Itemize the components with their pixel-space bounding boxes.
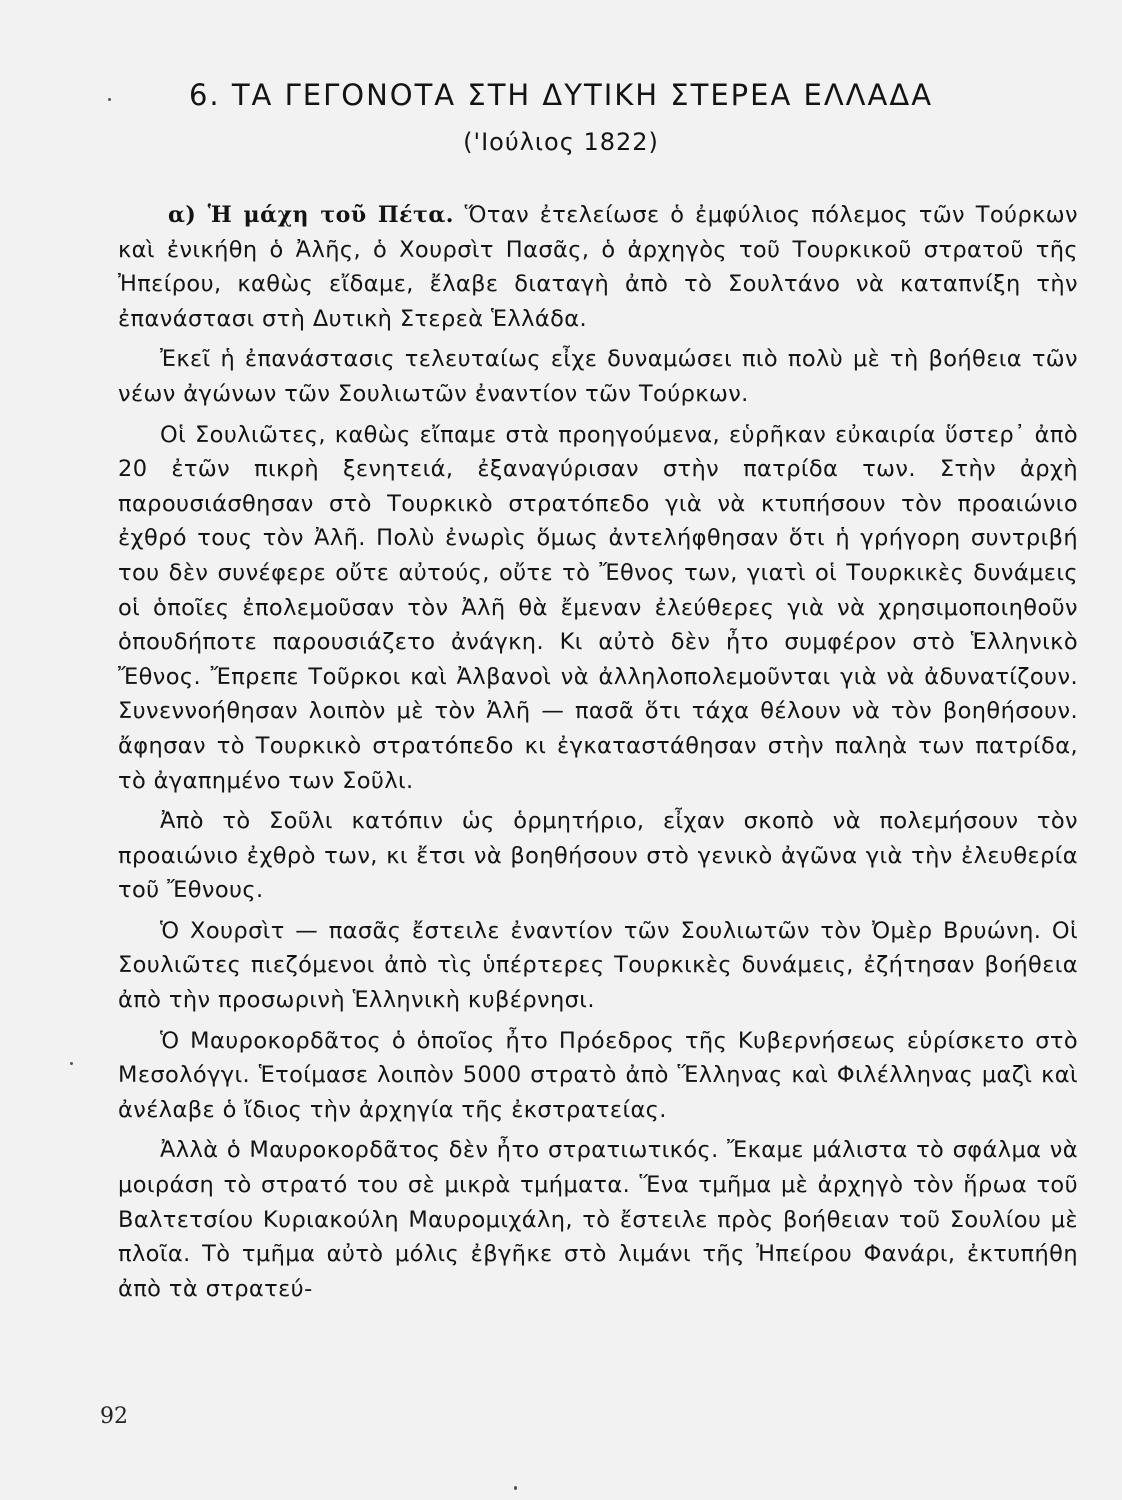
page-number: 92: [100, 1404, 128, 1429]
paragraph-3: Οἱ Σουλιῶτες, καθὼς εἴπαμε στὰ προηγούμενα, εὑρῆκαν εὐκαιρία ὕστερ᾽ ἀπὸ 20 ἐτῶν πικρὴ ξενητειά, ἐξαναγύρισαν στὴν πατρίδα των. Στὴν ἀρχὴ παρουσιάσθησαν στὸ Τουρκικὸ στρατόπεδο γιὰ νὰ κτυπήσουν τὸν προαιώνιο ἐχθρό τους τὸν Ἀλῆ. Πολὺ ἐνωρὶς ὅμως ἀντελήφθησαν ὅτι ἡ γρήγορη συντριβή του δὲν συνέφερε οὔτε αὐτούς, οὔτε τὸ Ἔθνος των, γιατὶ οἱ Τουρκικὲς δυνάμεις οἱ ὁποῖες ἐπολεμοῦσαν τὸν Ἀλῆ θὰ ἔμεναν ἐλεύθερες γιὰ νὰ χρησιμοποιηθοῦν ὁπουδήποτε παρουσιάζετο ἀνάγκη. Κι αὐτὸ δὲν ἦτο συμφέρον στὸ Ἑλληνικὸ Ἔθνος. Ἔπρεπε Τοῦρκοι καὶ Ἀλβανοὶ νὰ ἀλληλοπολεμοῦνται γιὰ νὰ ἀδυνατίζουν. Συνεννοήθησαν λοιπὸν μὲ τὸν Ἀλῆ — πασᾶ ὅτι τάχα θέλουν νὰ τὸν βοηθήσουν. ἄφησαν τὸ Τουρκικὸ στρατόπεδο κι ἐγκαταστάθησαν στὴν παληὰ των πατρίδα, τὸ ἀγαπημένο των Σοῦλι.: [118, 421, 1078, 794]
paper-speck: [70, 1062, 73, 1065]
paper-speck: [108, 98, 111, 101]
paragraph-6: Ὁ Μαυροκορδᾶτος ὁ ὁποῖος ἦτο Πρόεδρος τῆς Κυβερνήσεως εὑρίσκετο στὸ Μεσολόγγι. Ἑτοίμασε λοιπὸν 5000 στρατὸ ἀπὸ Ἕλληνας καὶ Φιλέλληνας μαζὶ καὶ ἀνέλαβε ὁ ἴδιος τὴν ἀρχηγία τῆς ἐκστρατείας.: [118, 1027, 1078, 1123]
paragraph-1-text: Ὅταν ἐτελείωσε ὁ ἐμφύλιος πόλεμος τῶν Τούρκων καὶ ἐνικήθη ὁ Ἀλῆς, ὁ Χουρσὶτ Πασᾶς, ὁ ἀρχηγὸς τοῦ Τουρκικοῦ στρατοῦ τῆς Ἠπείρου, καθὼς εἴδαμε, ἔλαβε διαταγὴ ἀπὸ τὸ Σουλτάνο νὰ καταπνίξη τὴν ἐπανάστασι στὴ Δυτικὴ Στερεὰ Ἑλλάδα.: [118, 202, 1079, 332]
body-text: [118, 198, 1078, 1312]
chapter-date: ('Ιούλιος 1822): [463, 128, 659, 156]
chapter-title: 6. ΤΑ ΓΕΓΟΝΟΤΑ ΣΤΗ ΔΥΤΙΚΗ ΣΤΕΡΕΑ ΕΛΛΑΔΑ: [188, 78, 934, 112]
paragraph-4: Ἀπὸ τὸ Σοῦλι κατόπιν ὡς ὁρμητήριο, εἶχαν σκοπὸ νὰ πολεμήσουν τὸν προαιώνιο ἐχθρὸ των, κι ἔτσι νὰ βοηθήσουν στὸ γενικὸ ἀγῶνα γιὰ τὴν ἐλευθερία τοῦ Ἔθνους.: [118, 808, 1078, 904]
paper-speck: [514, 1486, 517, 1490]
paragraph-7: Ἀλλὰ ὁ Μαυροκορδᾶτος δὲν ἦτο στρατιωτικός. Ἔκαμε μάλιστα τὸ σφάλμα νὰ μοιράση τὸ στρατό του σὲ μικρὰ τμήματα. Ἕνα τμῆμα μὲ ἀρχηγὸ τὸν ἥρωα τοῦ Βαλτετσίου Κυριακούλη Μαυρομιχάλη, τὸ ἔστειλε πρὸς βοήθειαν τοῦ Σουλίου μὲ πλοῖα. Τὸ τμῆμα αὐτὸ μόλις ἐβγῆκε στὸ λιμάνι τῆς Ἠπείρου Φανάρι, ἐκτυπήθη ἀπὸ τὰ στρατεύ-: [118, 1137, 1078, 1302]
paragraph-5: Ὁ Χουρσὶτ — πασᾶς ἔστειλε ἐναντίον τῶν Σουλιωτῶν τὸν Ὀμὲρ Βρυώνη. Οἱ Σουλιῶτες πιεζόμενοι ἀπὸ τὶς ὑπέρτερες Τουρκικὲς δυνάμεις, ἐζήτησαν βοήθεια ἀπὸ τὴν προσωρινὴ Ἑλληνικὴ κυβέρνησι.: [118, 917, 1078, 1014]
paragraph-1: [118, 198, 1078, 336]
section-heading: α) Ἡ μάχη τοῦ Πέτα.: [168, 202, 454, 228]
paragraph-2: Ἐκεῖ ἡ ἐπανάστασις τελευταίως εἶχε δυναμώσει πιὸ πολὺ μὲ τὴ βοήθεια τῶν νέων ἀγώνων τῶν Σουλιωτῶν ἐναντίον τῶν Τούρκων.: [118, 346, 1078, 407]
